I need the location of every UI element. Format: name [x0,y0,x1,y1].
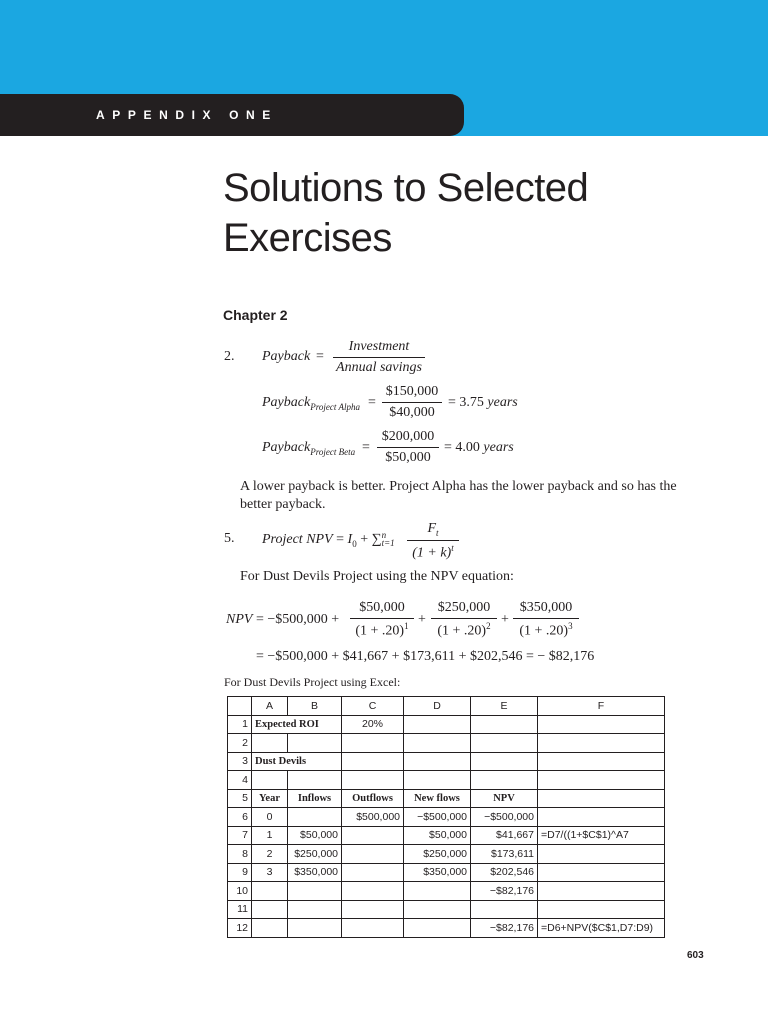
table-row [228,882,665,901]
beta-result-unit: years [483,440,514,455]
table-row [228,752,665,771]
chapter-heading: Chapter 2 [223,307,288,323]
cell [404,882,471,901]
cell [342,752,404,771]
alpha-fraction [382,384,442,421]
term-2-numerator: $250,000 [431,600,497,619]
fraction-denominator: Annual savings [336,360,422,375]
exercise-number-5: 5. [224,531,235,546]
cell [288,808,342,827]
column-header-f: F [538,697,665,716]
alpha-result-value: = 3.75 [448,395,484,410]
npv-initial-term: = −$500,000 + [255,612,340,627]
npv-formula-plus: + [360,532,369,547]
cell-b8: $250,000 [288,845,342,864]
row-number: 2 [228,734,252,753]
cell-b7: $50,000 [288,826,342,845]
table-row [228,734,665,753]
alpha-numerator: $150,000 [382,384,442,403]
cell [471,771,538,790]
term-1-numerator: $50,000 [350,600,414,619]
cell [288,900,342,919]
beta-result [444,440,514,456]
cell-b5: Inflows [288,789,342,808]
cell [538,845,665,864]
cell [404,734,471,753]
sigma-limits [382,531,395,547]
cell-d8: $250,000 [404,845,471,864]
cell [288,771,342,790]
equals-sign: = [368,395,376,410]
npv-term-2 [431,600,497,640]
cell-e8: $173,611 [471,845,538,864]
cell [342,826,404,845]
cell [288,734,342,753]
cell-e5: NPV [471,789,538,808]
payback-alpha-subscript: Project Alpha [310,401,360,412]
table-row [228,919,665,938]
cell [538,771,665,790]
term-1-exponent: 1 [404,621,409,631]
payback-alpha-label [262,395,360,412]
cell [342,734,404,753]
cell-c1: 20% [342,715,404,734]
column-header-row [228,697,665,716]
term-1-denominator [350,619,414,640]
npv-equation-start [226,612,339,628]
discount-exponent: t [451,542,454,553]
table-row [228,771,665,790]
f-symbol: F [427,521,437,536]
table-row [228,900,665,919]
cell-b9: $350,000 [288,863,342,882]
table-row [228,826,665,845]
term-1-base: (1 + .20) [355,623,405,639]
term-3-base: (1 + .20) [519,623,569,639]
row-number: 3 [228,752,252,771]
plus-sign: + [501,612,509,627]
npv-formula-i: I [347,532,353,547]
payback-beta-subscript: Project Beta [310,446,356,457]
row-number: 11 [228,900,252,919]
cell-d6: −$500,000 [404,808,471,827]
table-row [228,845,665,864]
cell [252,734,288,753]
cell-d5: New flows [404,789,471,808]
cell-e10: −$82,176 [471,882,538,901]
column-header-c: C [342,697,404,716]
cell-f12-formula: =D6+NPV($C$1,D7:D9) [538,919,665,938]
term-2-exponent: 2 [486,621,491,631]
discount-base: (1 + k) [412,545,452,561]
row-number: 1 [228,715,252,734]
npv-result-line: = −$500,000 + $41,667 + $173,611 + $202,546 = − $82,176 [256,649,595,664]
column-header-e: E [471,697,538,716]
column-header-d: D [404,697,471,716]
alpha-denominator: $40,000 [389,405,435,420]
npv-equation-intro: For Dust Devils Project using the NPV equation: [240,569,514,584]
row-number: 12 [228,919,252,938]
cell [342,919,404,938]
cell [471,752,538,771]
cell [471,715,538,734]
table-row [228,789,665,808]
column-header-a: A [252,697,288,716]
cell [252,900,288,919]
beta-numerator: $200,000 [377,429,439,448]
cell [342,863,404,882]
cell-a6: 0 [252,808,288,827]
npv-formula-i-sub: 0 [352,538,357,549]
cell [404,752,471,771]
cell [471,900,538,919]
cell [342,882,404,901]
cell [404,715,471,734]
cell-d7: $50,000 [404,826,471,845]
cell [288,882,342,901]
term-2-denominator [431,619,497,640]
npv-formula-eq: = [336,532,345,547]
cell [538,752,665,771]
cell [538,789,665,808]
cell [404,771,471,790]
cell-a9: 3 [252,863,288,882]
fraction-numerator: Investment [333,339,425,358]
cell-a1: Expected ROI [252,715,342,734]
cell [538,715,665,734]
cell [404,900,471,919]
sigma-lower: t=1 [381,538,395,548]
cell [538,863,665,882]
payback-explanation: A lower payback is better. Project Alpha has the lower payback and so has the better payback. [240,479,677,512]
row-number: 4 [228,771,252,790]
cell [342,771,404,790]
row-number: 7 [228,826,252,845]
npv-fraction-numerator [407,521,459,541]
exercise-number-2: 2. [224,349,235,364]
npv-formula-lhs: Project NPV [262,532,333,547]
row-number: 9 [228,863,252,882]
sigma-upper: n [381,530,387,540]
cell-a5: Year [252,789,288,808]
alpha-result [448,395,518,411]
npv-label: NPV [226,612,253,627]
page-number: 603 [687,950,704,961]
payback-alpha-word: Payback [262,395,311,410]
table-row [228,863,665,882]
row-number: 5 [228,789,252,808]
cell [538,734,665,753]
cell [404,919,471,938]
alpha-result-unit: years [487,395,518,410]
page-title: Solutions to Selected Exercises [223,166,589,260]
term-2-base: (1 + .20) [437,623,487,639]
beta-fraction [377,429,439,466]
column-header-b: B [288,697,342,716]
cell-e6: −$500,000 [471,808,538,827]
payback-fraction [333,339,425,376]
corner-cell [228,697,252,716]
cell-a8: 2 [252,845,288,864]
equals-sign: = [316,349,324,364]
sigma-symbol: ∑ [371,532,382,547]
cell-c5: Outflows [342,789,404,808]
npv-formula [262,531,395,549]
cell-a7: 1 [252,826,288,845]
npv-fraction-denominator [407,541,459,562]
cell-f7-formula: =D7/((1+$C$1)^A7 [538,826,665,845]
payback-beta-label [262,440,355,457]
npv-term-1 [350,600,414,640]
row-number: 10 [228,882,252,901]
cell-d9: $350,000 [404,863,471,882]
cell [471,734,538,753]
cell-e9: $202,546 [471,863,538,882]
cell-a3: Dust Devils [252,752,342,771]
cell-e12: −$82,176 [471,919,538,938]
cell [252,919,288,938]
equals-sign: = [362,440,370,455]
beta-result-value: = 4.00 [444,440,480,455]
cell-e7: $41,667 [471,826,538,845]
f-subscript: t [436,527,439,538]
cell [342,845,404,864]
appendix-label: APPENDIX ONE [96,108,278,122]
cell-c6: $500,000 [342,808,404,827]
cell [538,882,665,901]
npv-fraction [407,521,459,561]
term-3-exponent: 3 [568,621,573,631]
table-row [228,808,665,827]
row-number: 6 [228,808,252,827]
row-number: 8 [228,845,252,864]
cell [252,771,288,790]
payback-label: Payback [262,349,311,364]
term-3-denominator [513,619,579,640]
cell [288,919,342,938]
beta-denominator: $50,000 [385,450,431,465]
table-row [228,715,665,734]
payback-beta-word: Payback [262,440,311,455]
cell [252,882,288,901]
excel-caption: For Dust Devils Project using Excel: [224,675,401,689]
plus-sign: + [418,612,426,627]
cell [538,808,665,827]
npv-spreadsheet [227,696,665,938]
cell [538,900,665,919]
npv-term-3 [513,600,579,640]
cell [342,900,404,919]
term-3-numerator: $350,000 [513,600,579,619]
